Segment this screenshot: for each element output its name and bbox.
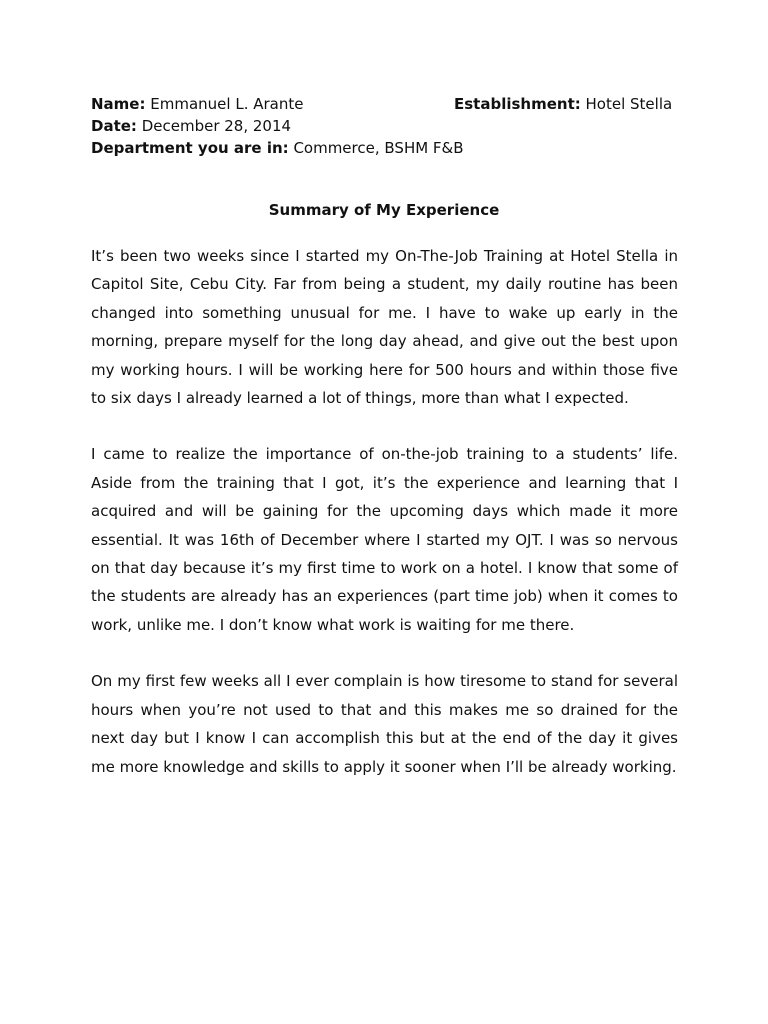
date-label: Date: (91, 117, 137, 135)
document-header (91, 93, 691, 159)
document-title: Summary of My Experience (268, 201, 500, 219)
department-row (91, 137, 691, 159)
department-label: Department you are in: (91, 139, 289, 157)
paragraph-3: On my first few weeks all I ever complain is how tiresome to stand for several hours when you’re not used to that and this makes me so drained for the next day but I know I can accomplish this but at the end of the day it gives me more knowledge and skills to apply it sooner when I’ll be already working. (91, 672, 678, 776)
date-value: December 28, 2014 (141, 117, 292, 135)
date-row (91, 115, 691, 137)
name-row (91, 93, 691, 115)
document-body (91, 242, 678, 809)
establishment-label: Establishment: (454, 95, 581, 113)
department-value: Commerce, BSHM F&B (293, 139, 464, 157)
establishment-value: Hotel Stella (585, 95, 673, 113)
name-value: Emmanuel L. Arante (150, 95, 304, 113)
paragraph-2: I came to realize the importance of on-the-job training to a students’ life. Aside from the training that I got, it’s the experience and learning that I acquired and will be gaining for the upcoming days which made it more essential. It was 16th of December where I started my OJT. I was so nervous on that day because it’s my first time to work on a hotel. I know that some of the students are already has an experiences (part time job) when it comes to work, unlike me. I don’t know what work is waiting for me there. (91, 445, 678, 634)
name-label: Name: (91, 95, 146, 113)
establishment-field (454, 93, 672, 115)
paragraph-1: It’s been two weeks since I started my On-The-Job Training at Hotel Stella in Capitol Site, Cebu City. Far from being a student, my daily routine has been changed into something unusual for me. I have to wake up early in the morning, prepare myself for the long day ahead, and give out the best upon my working hours. I will be working here for 500 hours and within those five to six days I already learned a lot of things, more than what I expected. (91, 247, 678, 408)
